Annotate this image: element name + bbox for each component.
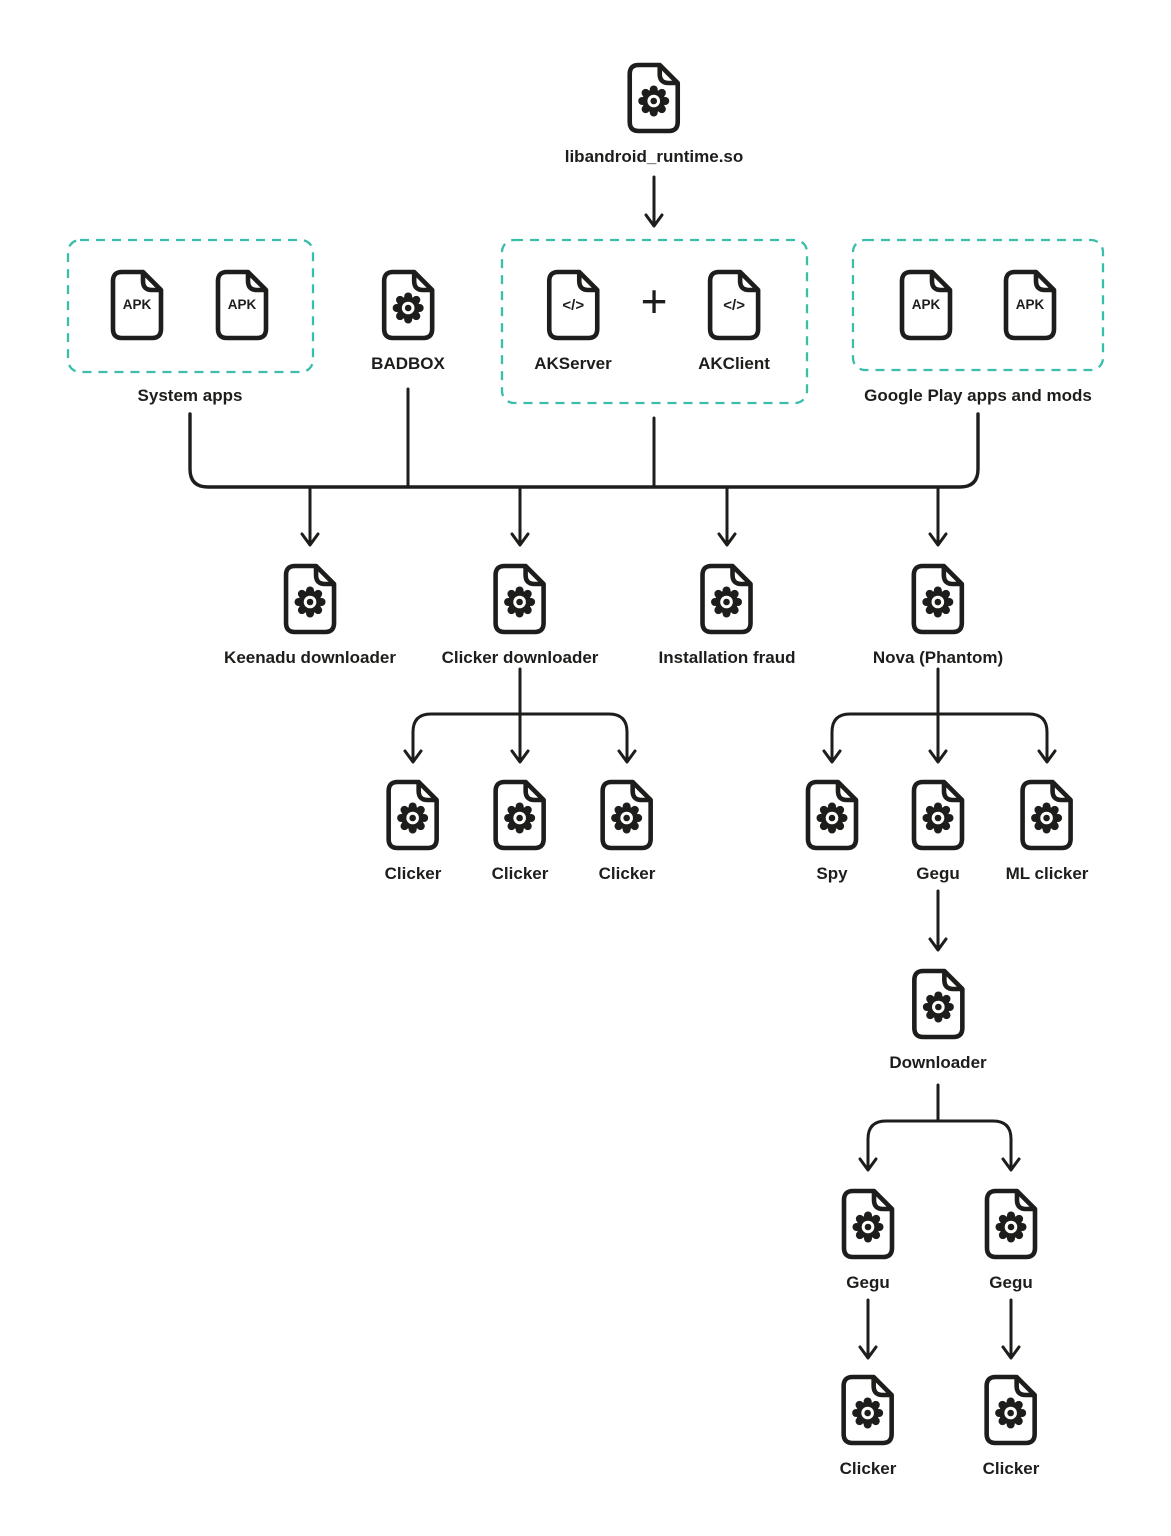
node-label: Gegu [916,864,960,883]
node-label: Clicker [491,864,549,883]
node-gplay-apk-2 [1002,268,1058,342]
node-ml-clicker [1006,778,1089,884]
edge-downloader-branch [868,1121,1011,1168]
node-label: Nova (Phantom) [872,648,1004,667]
file-gear-icon [983,1373,1039,1447]
node-libandroid-runtime [565,61,744,167]
node-nova-phantom [873,562,1003,668]
google-play-group-box [853,240,1103,370]
svg-text:APK: APK [227,297,257,312]
file-gear-icon [380,268,436,342]
svg-text:</>: </> [562,297,584,314]
node-label: BADBOX [371,354,445,373]
file-gear-icon [983,1187,1039,1261]
node-clicker-3 [599,778,656,884]
system-apps-group-label: System apps [137,386,243,405]
node-clicker-2 [492,778,549,884]
file-apk-icon [214,268,270,342]
file-code-icon [706,268,762,342]
node-label: Gegu [846,1273,890,1292]
node-label: Clicker downloader [441,648,599,667]
file-gear-icon [626,61,682,135]
svg-text:</>: </> [723,297,745,314]
node-label: Clicker [839,1459,897,1478]
file-gear-icon [699,562,755,636]
node-label: ML clicker [1005,864,1089,883]
node-label: Spy [816,864,848,883]
node-keenadu-downloader [224,562,396,668]
node-label: Installation fraud [658,648,796,667]
node-akclient [698,268,770,374]
system-apps-group-box [68,240,313,372]
node-badbox [371,268,445,374]
node-label: libandroid_runtime.so [564,147,744,166]
file-code-icon [545,268,601,342]
sources-bus [190,414,978,487]
google-play-group-label: Google Play apps and mods [864,386,1092,405]
file-gear-icon [492,562,548,636]
node-clicker-1 [385,778,442,884]
svg-text:APK: APK [1015,297,1045,312]
file-gear-icon [840,1187,896,1261]
node-gegu-left [840,1187,896,1293]
file-gear-icon [492,778,548,852]
node-label: Downloader [889,1053,987,1072]
file-gear-icon [840,1373,896,1447]
file-gear-icon [910,778,966,852]
file-gear-icon [910,562,966,636]
node-gegu [910,778,966,884]
node-label: Keenadu downloader [224,648,396,667]
file-gear-icon [599,778,655,852]
node-label: Clicker [384,864,442,883]
node-clicker-bottom-right [983,1373,1040,1479]
node-akserver [534,268,612,374]
node-downloader [889,967,986,1073]
node-clicker-bottom-left [840,1373,897,1479]
file-apk-icon [109,268,165,342]
file-apk-icon [1002,268,1058,342]
node-gegu-right [983,1187,1039,1293]
node-label: AKServer [534,354,612,373]
file-gear-icon [385,778,441,852]
node-installation-fraud [659,562,796,668]
node-label: Gegu [989,1273,1033,1292]
svg-text:APK: APK [911,297,941,312]
file-gear-icon [804,778,860,852]
plus-sign: + [640,275,668,327]
node-label: AKClient [698,354,770,373]
node-label: Clicker [982,1459,1040,1478]
file-gear-icon [282,562,338,636]
node-system-apk-1 [109,268,165,342]
node-system-apk-2 [214,268,270,342]
node-gplay-apk-1 [898,268,954,342]
node-spy [804,778,860,884]
svg-text:APK: APK [122,297,152,312]
node-clicker-downloader [442,562,599,668]
node-label: Clicker [598,864,656,883]
file-gear-icon [1019,778,1075,852]
file-gear-icon [910,967,966,1041]
file-apk-icon [898,268,954,342]
